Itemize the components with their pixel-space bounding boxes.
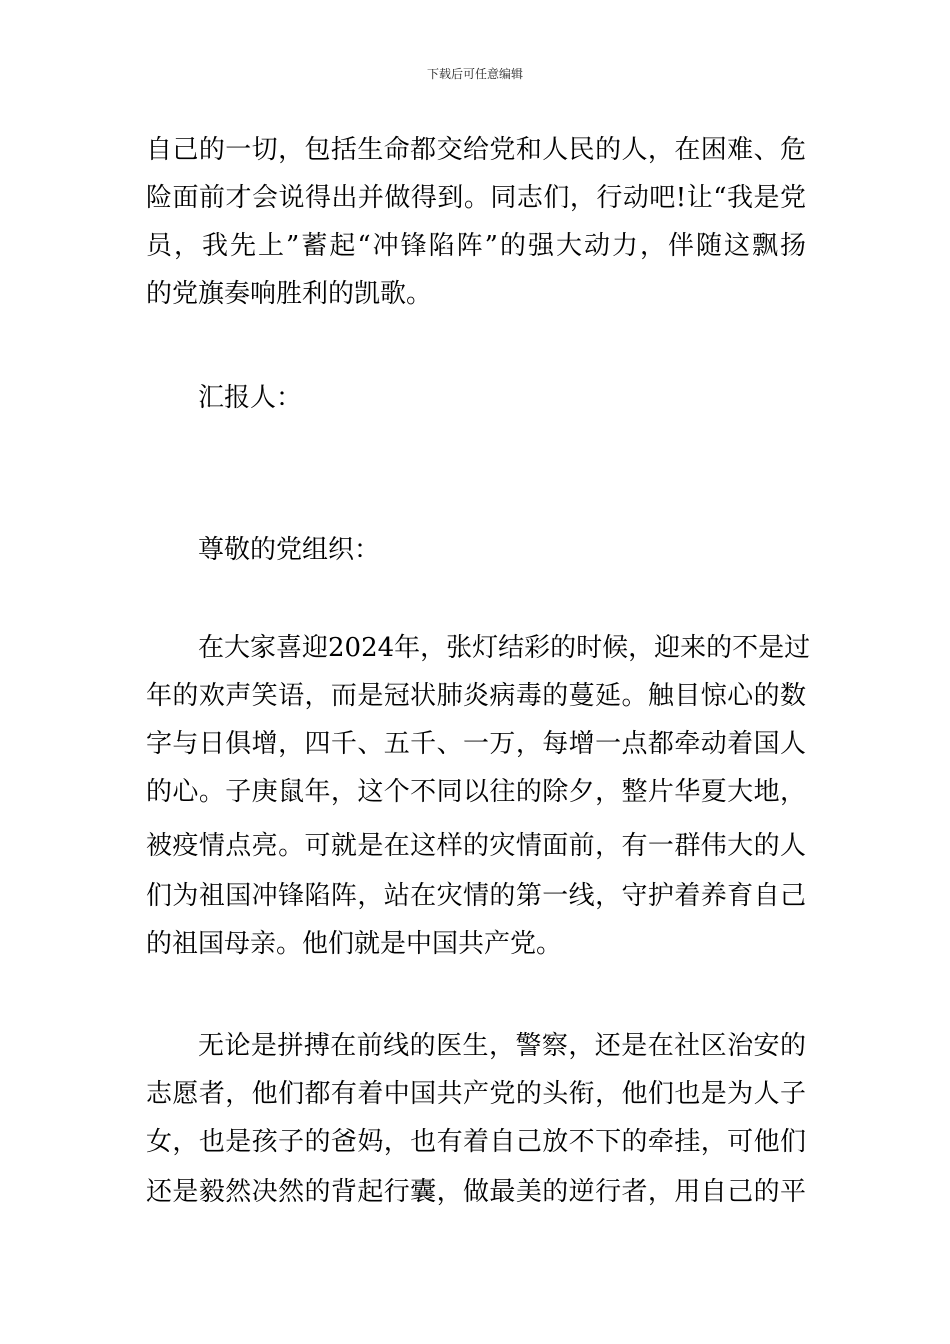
- paragraph-line: 们为祖国冲锋陷阵，站在灾情的第一线，守护着养育自己: [146, 881, 806, 911]
- reporter-label: 汇报人：: [198, 383, 303, 413]
- paragraph-line: 女，也是孩子的爸妈，也有着自己放不下的牵挂，可他们: [146, 1127, 806, 1157]
- paragraph-line: 还是毅然决然的背起行囊，做最美的逆行者，用自己的平: [146, 1177, 806, 1207]
- paragraph-line: 无论是拼搏在前线的医生，警察，还是在社区治安的: [198, 1031, 806, 1061]
- paragraph-line: 被疫情点亮。可就是在这样的灾情面前，有一群伟大的人: [146, 831, 806, 861]
- paragraph-line: 员，我先上”蓄起“冲锋陷阵”的强大动力，伴随这飘扬: [146, 231, 806, 261]
- paragraph-line: 的心。子庚鼠年，这个不同以往的除夕，整片华夏大地，: [146, 777, 806, 807]
- paragraph-line: 险面前才会说得出并做得到。同志们，行动吧!让“我是党: [146, 183, 806, 213]
- paragraph-line: 在大家喜迎2024年，张灯结彩的时候，迎来的不是过: [198, 633, 811, 663]
- paragraph-line: 年的欢声笑语，而是冠状肺炎病毒的蔓延。触目惊心的数: [146, 681, 806, 711]
- paragraph-line: 的祖国母亲。他们就是中国共产党。: [146, 929, 563, 959]
- paragraph-line: 志愿者，他们都有着中国共产党的头衔，他们也是为人子: [146, 1079, 806, 1109]
- salutation: 尊敬的党组织：: [198, 535, 381, 565]
- paragraph-line: 的党旗奏响胜利的凯歌。: [146, 279, 433, 309]
- paragraph-line: 自己的一切，包括生命都交给党和人民的人，在困难、危: [146, 135, 806, 165]
- page-header: 下载后可任意编辑: [426, 67, 523, 81]
- paragraph-line: 字与日俱增，四千、五千、一万，每增一点都牵动着国人: [146, 729, 806, 759]
